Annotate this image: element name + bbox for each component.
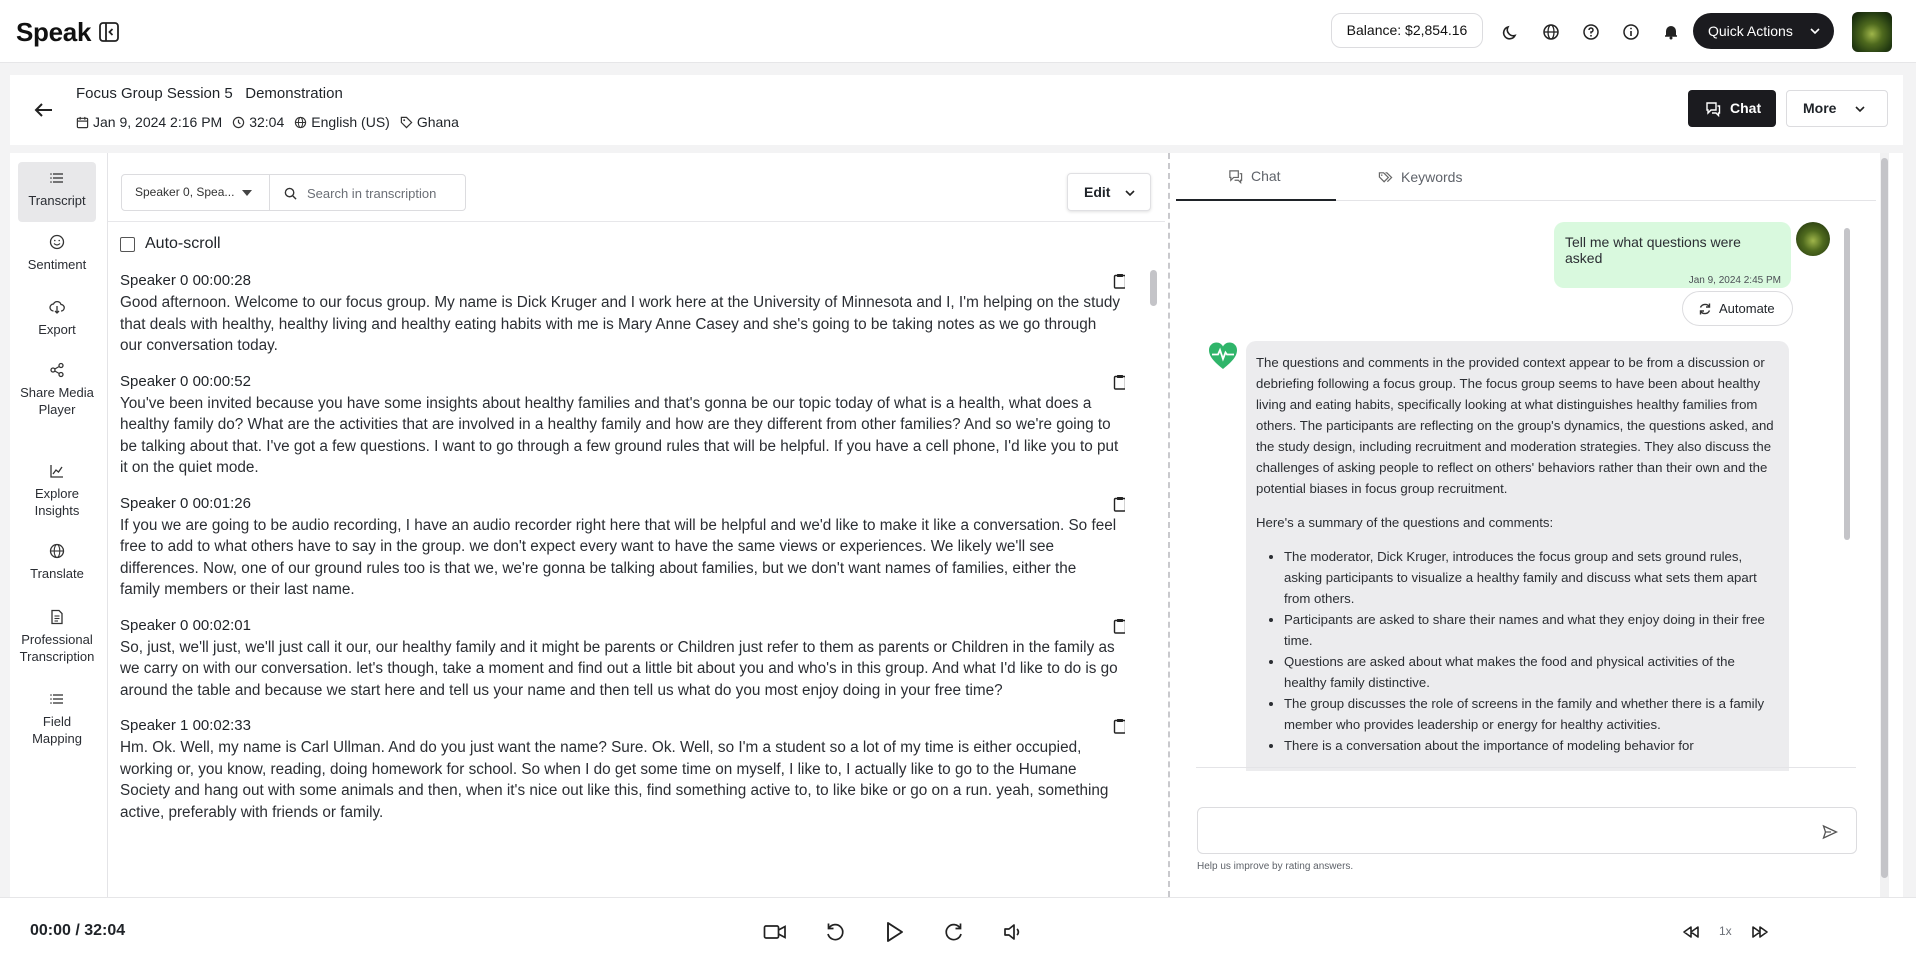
user-message-text: Tell me what questions were asked bbox=[1565, 234, 1741, 266]
ai-heart-pulse-icon bbox=[1207, 340, 1239, 372]
segment-time[interactable]: 00:00:52 bbox=[192, 372, 251, 390]
nav-label: Share Media Player bbox=[20, 385, 94, 417]
line-chart-icon bbox=[49, 463, 65, 479]
list-item: • The moderator, Dick Kruger, introduces the focus group and sets ground rules, asking participants to visualize a healthy family and discuss what sets them apart from others. bbox=[1284, 546, 1779, 609]
chat-divider bbox=[1196, 767, 1856, 768]
ai-message-list bbox=[1256, 546, 1779, 756]
list-item: • Questions are asked about what makes the food and physical activities of the healthy family distinctive. bbox=[1284, 651, 1779, 693]
rewind-icon[interactable] bbox=[824, 921, 846, 943]
nav-label: Professional Transcription bbox=[19, 632, 95, 664]
nav-item-professional-transcription[interactable] bbox=[18, 609, 96, 665]
media-player bbox=[0, 897, 1916, 966]
clipboard-icon[interactable] bbox=[1113, 273, 1125, 289]
more-button-label: More bbox=[1803, 100, 1837, 116]
session-meta bbox=[76, 114, 459, 130]
list-item: • The group discusses the role of screens in the family and whether there is a family member who provides leadership or energy for healthy activities. bbox=[1284, 693, 1779, 735]
chat-icon bbox=[1705, 101, 1721, 117]
chevron-down-icon bbox=[1810, 27, 1820, 35]
nav-item-sentiment[interactable] bbox=[18, 234, 96, 273]
nav-divider bbox=[107, 153, 108, 897]
tab-chat[interactable] bbox=[1176, 153, 1336, 201]
user-message bbox=[1554, 222, 1791, 288]
auto-scroll-toggle[interactable] bbox=[120, 235, 221, 253]
refresh-icon bbox=[1698, 302, 1712, 316]
transcript-segment bbox=[120, 614, 1125, 702]
speaker-name[interactable]: Speaker 0 bbox=[120, 616, 189, 634]
play-icon[interactable] bbox=[882, 920, 904, 942]
cloud-download-icon bbox=[49, 299, 65, 315]
back-arrow-icon[interactable] bbox=[32, 98, 56, 122]
nav-item-explore-insights[interactable] bbox=[18, 463, 96, 519]
list-item: • There is a conversation about the importance of modeling behavior for bbox=[1284, 735, 1779, 756]
chat-input-box[interactable] bbox=[1197, 807, 1857, 854]
speaker-name[interactable]: Speaker 0 bbox=[120, 272, 189, 289]
moon-icon[interactable] bbox=[1501, 22, 1521, 42]
auto-scroll-checkbox[interactable] bbox=[120, 237, 135, 252]
segment-header bbox=[120, 492, 1125, 515]
transcript-segment bbox=[120, 370, 1125, 479]
segment-text[interactable]: Good afternoon. Welcome to our focus group. My name is Dick Kruger and I work here at the University of Minnesota and I, I'm helping on the study that deals with healthy, healthy living and healthy eating habits with me is Mary Anne Casey and she's going to be taking notes as we go through our conversation today. bbox=[120, 294, 1120, 354]
transcript-scrollbar[interactable] bbox=[1150, 270, 1157, 306]
ai-message bbox=[1246, 341, 1789, 771]
nav-label: Transcript bbox=[28, 193, 86, 208]
clipboard-icon[interactable] bbox=[1113, 718, 1125, 734]
chevron-down-icon bbox=[1125, 189, 1135, 197]
quick-actions-button[interactable] bbox=[1693, 13, 1834, 49]
toolbar-divider bbox=[108, 221, 1165, 222]
globe-icon[interactable] bbox=[1541, 22, 1561, 42]
calendar-icon bbox=[76, 116, 89, 129]
speaker-name[interactable]: Speaker 0 bbox=[120, 494, 189, 512]
nav-label: Export bbox=[38, 322, 76, 337]
segment-text[interactable]: If you we are going to be audio recording, I have an audio recorder right here that will be helpful and we'd like to make it like a conversation. So feel free to add to what others have to say in the group. we don't expect every want to have the same views or experiences. We likely we'll see differences. Now, one of our ground rules too is that we, we're gonna be talking about families, but we don't want names of families, either the family members or their last name. bbox=[120, 516, 1117, 598]
chat-icon bbox=[1228, 169, 1243, 184]
search-input[interactable] bbox=[307, 183, 457, 203]
segment-text[interactable]: So, just, we'll just, we'll just call it our, our healthy family and it might be parents or Children just refer to them as parents or Children in the family as we carry on with our conversation. let's though, take a moment and find out a little bit about you and who's in this group. And what I'd like to do is go around the table and because we start here and tell us your name and then tell us what do you most enjoy doing in your free time? bbox=[120, 638, 1118, 699]
transcript-list bbox=[120, 269, 1125, 896]
speaker-name[interactable]: Speaker 0 bbox=[120, 372, 189, 390]
session-title: Focus Group Session 5 Demonstration bbox=[76, 85, 343, 102]
list-icon bbox=[49, 170, 65, 186]
skip-forward-icon[interactable] bbox=[1750, 922, 1772, 944]
ai-message-paragraph: The questions and comments in the provided context appear to be from a discussion or debriefing following a focus group. The focus group seems to have been about healthy living and eating habits, specifically looking at what distinguishes healthy families from others. The participants are reflecting on the group's dynamics, the questions asked, and the study design, including recruitment and moderation strategies. They also discuss the challenges of asking people to reflect on others' behaviors rather than their own and the potential biases in focus group recruitment. bbox=[1256, 355, 1774, 496]
playback-speed[interactable]: 1x bbox=[1719, 924, 1732, 938]
tab-keywords[interactable] bbox=[1378, 153, 1462, 201]
transcript-segment bbox=[120, 714, 1125, 823]
tab-label: Chat bbox=[1251, 168, 1281, 184]
info-icon[interactable] bbox=[1621, 22, 1641, 42]
volume-icon[interactable] bbox=[1003, 921, 1025, 943]
page-scrollbar[interactable] bbox=[1880, 153, 1889, 897]
segment-header bbox=[120, 370, 1125, 393]
help-text: Help us improve by rating answers. bbox=[1197, 861, 1354, 872]
tag-icon bbox=[400, 116, 413, 129]
more-button[interactable] bbox=[1786, 90, 1888, 127]
session-tag[interactable]: Ghana bbox=[416, 114, 459, 130]
ai-message-paragraph: Here's a summary of the questions and comments: bbox=[1256, 515, 1554, 530]
tags-icon bbox=[1378, 170, 1393, 185]
share-icon bbox=[49, 362, 65, 378]
globe-icon bbox=[49, 543, 65, 559]
nav-label: Explore Insights bbox=[34, 486, 80, 518]
speaker-filter-value: Speaker 0, Spea... bbox=[135, 185, 235, 199]
nav-item-export[interactable] bbox=[18, 299, 96, 338]
globe-icon bbox=[294, 116, 307, 129]
help-icon[interactable] bbox=[1581, 22, 1601, 42]
automate-button[interactable] bbox=[1682, 291, 1793, 326]
clipboard-icon[interactable] bbox=[1113, 496, 1125, 512]
panel-splitter[interactable] bbox=[1168, 153, 1170, 897]
nav-item-translate[interactable] bbox=[18, 543, 96, 582]
search-icon bbox=[284, 187, 297, 200]
nav-label: Field Mapping bbox=[32, 714, 82, 746]
session-duration: 32:04 bbox=[249, 114, 285, 130]
segment-time[interactable]: 00:02:33 bbox=[192, 717, 251, 734]
tab-label: Keywords bbox=[1401, 169, 1463, 185]
transcript-search[interactable] bbox=[269, 174, 466, 211]
segment-text[interactable]: Hm. Ok. Well, my name is Carl Ullman. And do you just want the name? Sure. Ok. Well, so I'm a student so a lot of my time is either occupied, working or, you know, reading, doing homework for school. So when I do get some time on myself, I like to, I actually like to go to the Humane Society and hang out with some animals and then, when it's nice out like this, find something active to, to like bike or go on a run. yeah, something active, preferably with friends or family. bbox=[120, 739, 1109, 821]
top-bar bbox=[0, 0, 1916, 63]
nav-item-transcript[interactable] bbox=[18, 162, 96, 222]
chat-scrollbar[interactable] bbox=[1844, 228, 1850, 540]
nav-label: Sentiment bbox=[27, 257, 87, 272]
nav-item-share-media-player[interactable] bbox=[18, 362, 96, 418]
clock-icon bbox=[232, 116, 245, 129]
segment-time[interactable]: 00:02:01 bbox=[192, 616, 251, 634]
chat-tabs bbox=[1176, 153, 1876, 201]
segment-header bbox=[120, 614, 1125, 637]
user-avatar[interactable] bbox=[1852, 12, 1892, 52]
list-icon bbox=[49, 691, 65, 707]
speaker-name[interactable]: Speaker 1 bbox=[120, 717, 189, 734]
speaker-filter-select[interactable] bbox=[121, 174, 270, 211]
transcript-segment bbox=[120, 269, 1125, 357]
clipboard-icon[interactable] bbox=[1113, 374, 1125, 390]
automate-label: Automate bbox=[1719, 301, 1775, 316]
list-item: • Participants are asked to share their names and what they enjoy doing in their free time. bbox=[1284, 609, 1779, 651]
user-message-timestamp: Jan 9, 2024 2:45 PM bbox=[1688, 275, 1781, 286]
skip-back-icon[interactable] bbox=[1681, 922, 1703, 944]
auto-scroll-label: Auto-scroll bbox=[145, 235, 221, 252]
chat-button-label: Chat bbox=[1730, 100, 1762, 116]
segment-header bbox=[120, 714, 1125, 737]
clipboard-icon[interactable] bbox=[1113, 618, 1125, 634]
user-avatar bbox=[1796, 222, 1830, 256]
segment-time[interactable]: 00:00:28 bbox=[192, 272, 251, 289]
recording-header bbox=[10, 75, 1903, 145]
caret-down-icon bbox=[242, 190, 252, 196]
edit-button[interactable] bbox=[1067, 173, 1151, 211]
chat-button[interactable] bbox=[1688, 90, 1776, 127]
transcript-segment bbox=[120, 492, 1125, 601]
segment-text[interactable]: You've been invited because you have some insights about healthy families and that's gonna be our topic today of what is a health, what does a healthy family do? What are the activities that are involved in a healthy family and how are they different from other families? And so we're going to be talking about that. I've got a few questions. I want to go through a few ground rules that will be helpful. If you have a cell phone, I'd like you to put it on the quiet mode. bbox=[120, 394, 1119, 476]
nav-label: Translate bbox=[30, 566, 84, 581]
nav-item-field-mapping[interactable] bbox=[18, 691, 96, 747]
bell-icon[interactable] bbox=[1661, 22, 1681, 42]
forward-icon[interactable] bbox=[943, 921, 965, 943]
segment-time[interactable]: 00:01:26 bbox=[192, 494, 251, 512]
balance-badge[interactable]: Balance: $2,854.16 bbox=[1331, 13, 1483, 48]
session-date: Jan 9, 2024 2:16 PM bbox=[93, 114, 223, 130]
video-camera-icon[interactable] bbox=[763, 921, 785, 943]
page-scrollbar-thumb[interactable] bbox=[1881, 158, 1888, 878]
chevron-down-icon bbox=[1855, 105, 1865, 113]
app-logo[interactable]: Speak bbox=[16, 17, 92, 47]
document-icon bbox=[49, 609, 65, 625]
sidebar-toggle-icon[interactable] bbox=[98, 21, 120, 43]
smile-icon bbox=[49, 234, 65, 250]
session-language[interactable]: English (US) bbox=[311, 114, 390, 130]
edit-button-label: Edit bbox=[1084, 184, 1111, 200]
quick-actions-label: Quick Actions bbox=[1708, 23, 1793, 39]
send-icon[interactable] bbox=[1822, 824, 1838, 840]
player-time: 00:00 / 32:04 bbox=[30, 922, 126, 939]
chat-input[interactable] bbox=[1210, 820, 1790, 842]
segment-header bbox=[120, 269, 1125, 292]
